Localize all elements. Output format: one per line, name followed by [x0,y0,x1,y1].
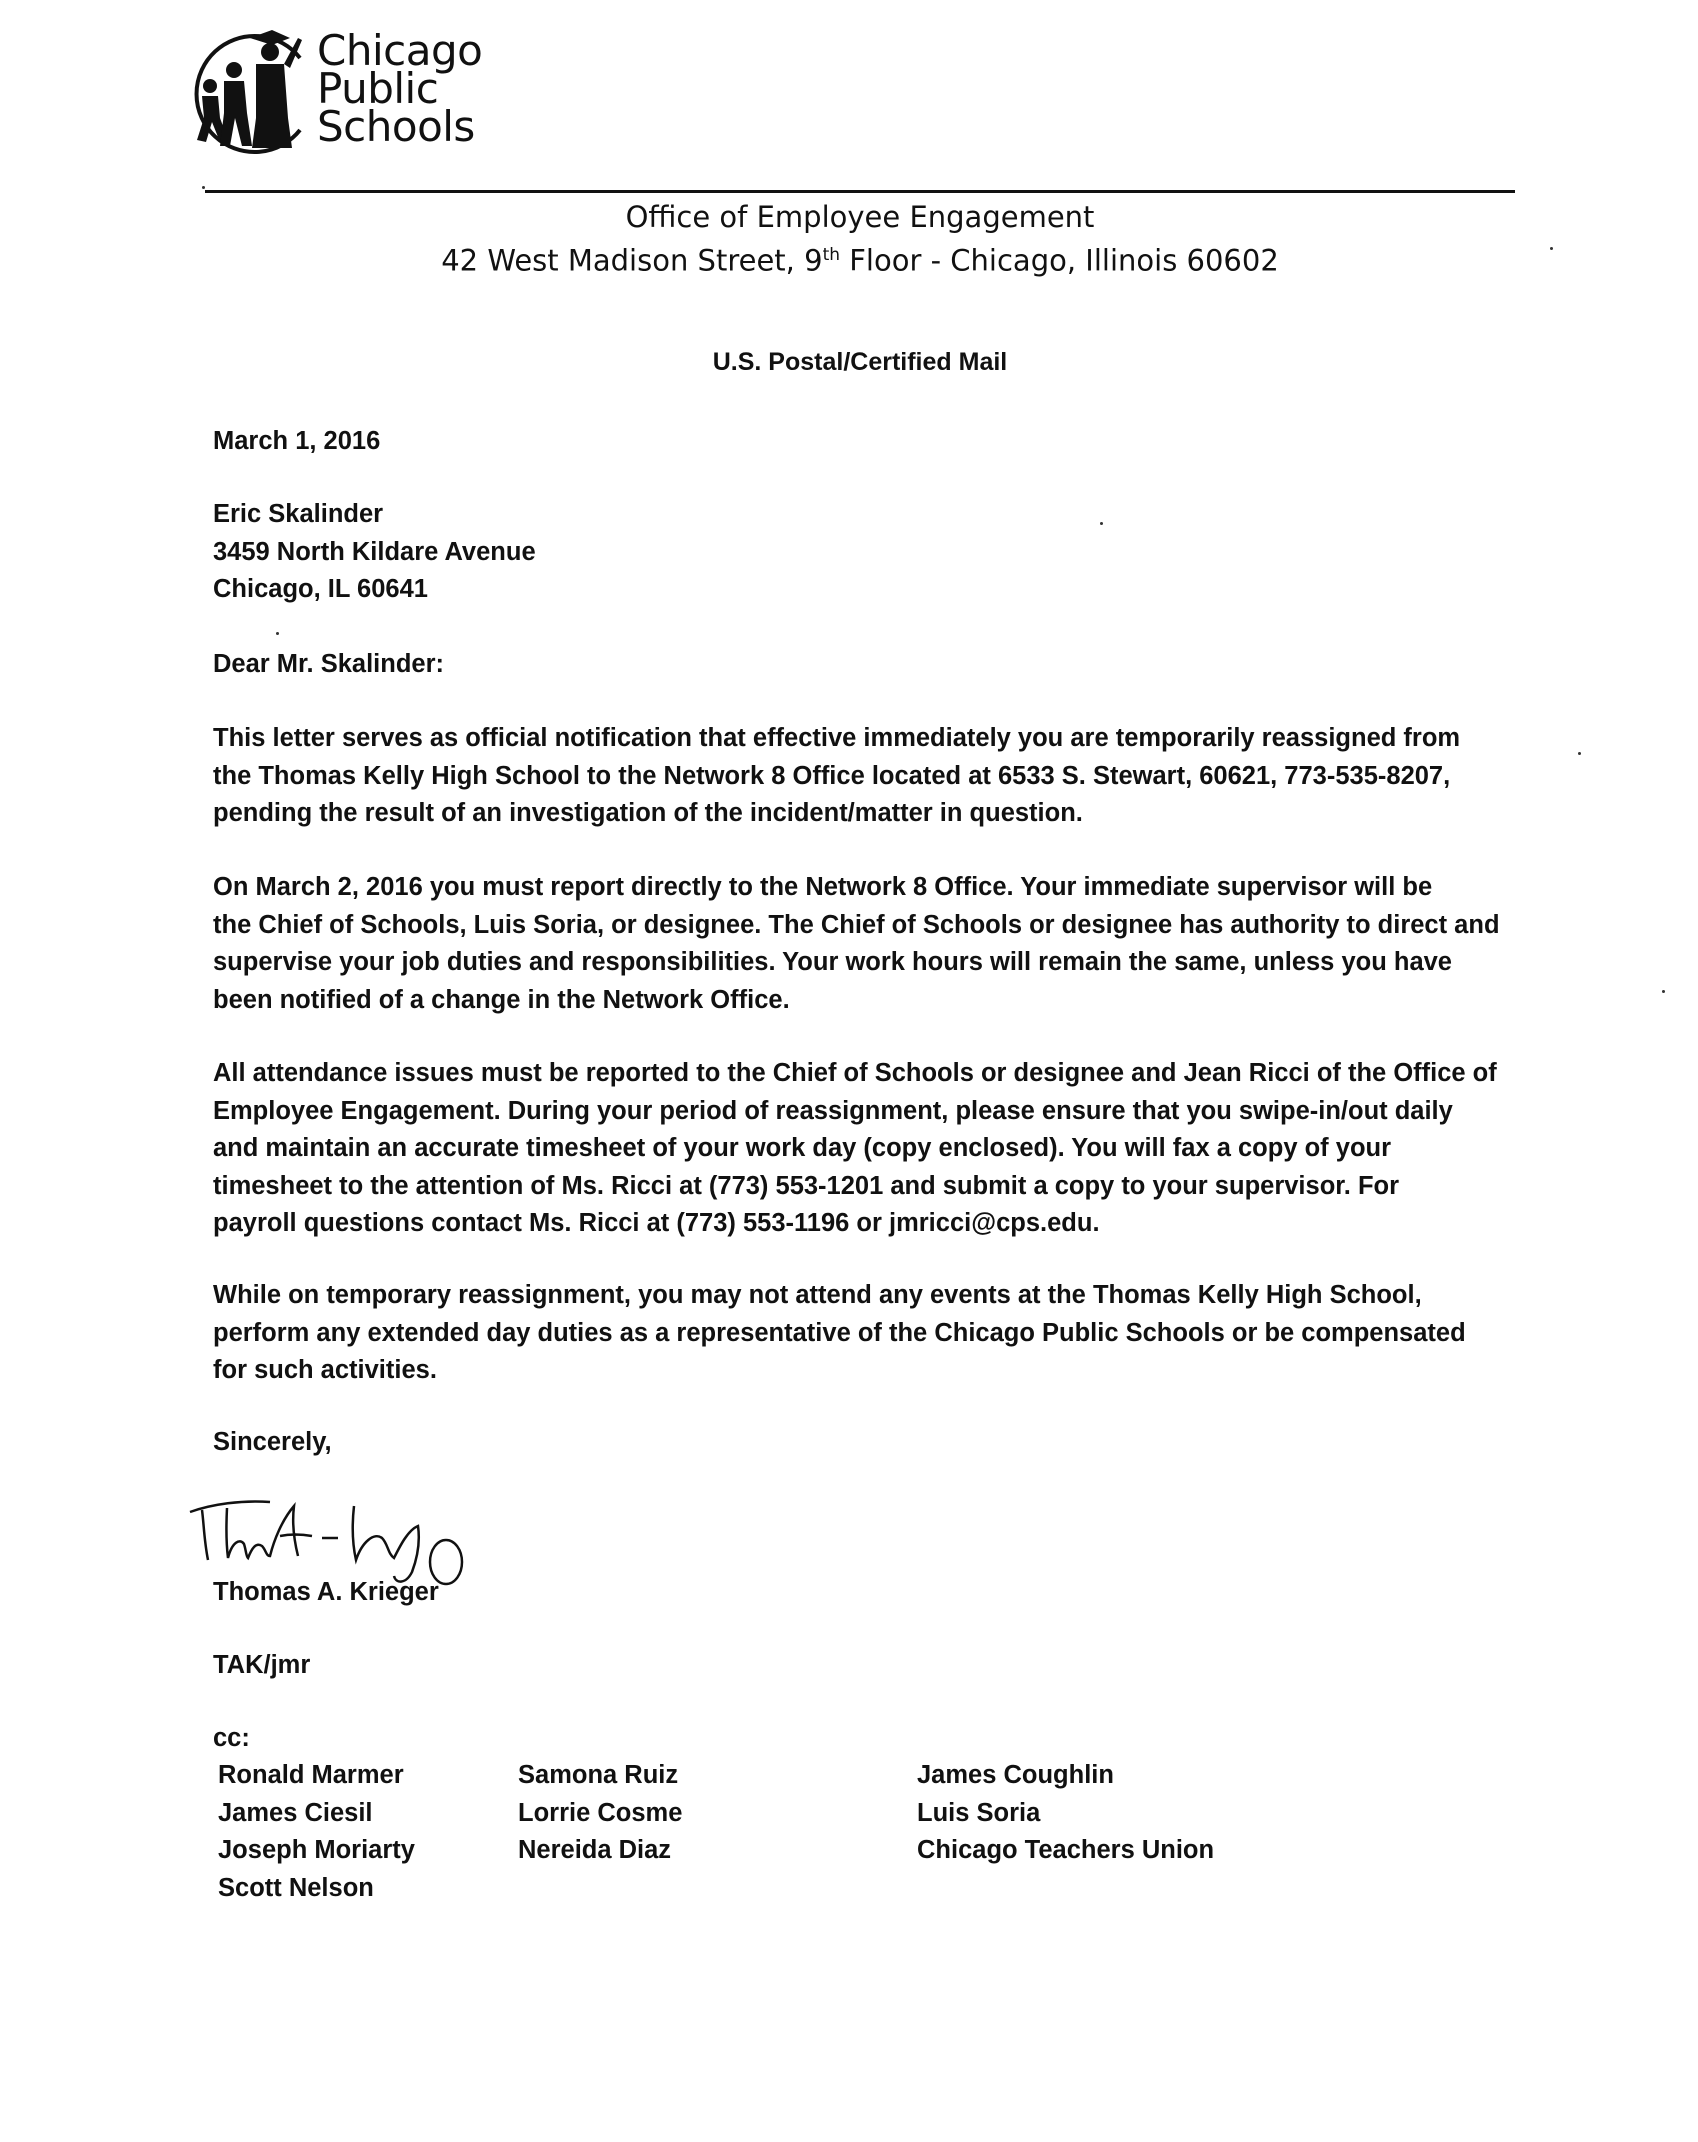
reference-initials: TAK/jmr [213,1651,311,1679]
cc-recipient: Ronald Marmer [218,1761,404,1789]
office-address-street: 42 West Madison Street, 9 [441,243,823,278]
scan-speck [1578,752,1581,755]
paragraph-line: perform any extended day duties as a representative of the Chicago Public Schools or be compensated [213,1318,1466,1347]
cps-logo [172,18,512,168]
paragraph-line: payroll questions contact Ms. Ricci at (773) 553-1196 or jmricci@cps.edu. [213,1209,1100,1237]
paragraph-line: the Chief of Schools, Luis Soria, or designee. The Chief of Schools or designee has authority to direct and [213,910,1500,939]
salutation: Dear Mr. Skalinder: [213,650,445,678]
cps-logo-emblem-icon [172,18,322,168]
closing: Sincerely, [213,1428,332,1456]
paragraph-restrictions [213,1277,1533,1390]
office-name: Office of Employee Engagement [625,200,1095,234]
scan-speck [1100,522,1103,525]
cc-column [218,1757,415,1907]
logo-line-3: Schools [317,102,475,151]
paragraph-line: supervise your job duties and responsibilities. Your work hours will remain the same, unless you have [213,948,1452,976]
scan-speck [1662,990,1665,993]
office-address [205,236,1515,280]
cc-recipient: Samona Ruiz [518,1761,679,1789]
logo-wordmark [317,26,483,151]
paragraph-line: On March 2, 2016 you must report directly to the Network 8 Office. Your immediate supervisor will be [213,873,1433,901]
paragraph-line: All attendance issues must be reported to the Chief of Schools or designee and Jean Ricci of the Office of [213,1059,1497,1087]
cc-recipient: Scott Nelson [218,1873,374,1902]
paragraph-reassignment [213,720,1533,833]
scan-speck [276,632,279,635]
mail-method: U.S. Postal/Certified Mail [712,348,1008,376]
paragraph-line: pending the result of an investigation of the incident/matter in question. [213,799,1083,827]
scan-speck [202,186,205,189]
letterhead [205,198,1515,280]
recipient-address [213,496,1533,609]
paragraph-line: been notified of a change in the Network Office. [213,985,790,1014]
recipient-name: Eric Skalinder [213,500,384,528]
cc-column [917,1757,1214,1870]
paragraph-line: timesheet to the attention of Ms. Ricci at (773) 553-1201 and submit a copy to your supervisor. For [213,1171,1400,1200]
recipient-street: 3459 North Kildare Avenue [213,537,536,566]
paragraph-attendance [213,1055,1533,1243]
scan-speck [1550,247,1553,250]
signer-name: Thomas A. Krieger [213,1578,439,1606]
header-divider [205,190,1515,193]
paragraph-line: While on temporary reassignment, you may not attend any events at the Thomas Kelly High School, [213,1281,1422,1309]
paragraph-line: Employee Engagement. During your period of reassignment, please ensure that you swipe-in/out daily [213,1096,1453,1125]
logo-line-1: Chicago [317,26,483,75]
cc-recipient: James Ciesil [218,1798,373,1827]
letter-date: March 1, 2016 [213,427,381,455]
cc-recipient: James Coughlin [917,1761,1114,1789]
office-address-ordinal: th [822,245,841,265]
paragraph-line: for such activities. [213,1356,437,1384]
paragraph-line: and maintain an accurate timesheet of your work day (copy enclosed). You will fax a copy of your [213,1134,1392,1162]
cc-recipient: Joseph Moriarty [218,1836,415,1864]
paragraph-line: the Thomas Kelly High School to the Network 8 Office located at 6533 S. Stewart, 60621, 773-535-8207, [213,761,1451,790]
recipient-city: Chicago, IL 60641 [213,575,428,603]
paragraph-line: This letter serves as official notification that effective immediately you are temporarily reassigned from [213,724,1461,752]
logo-line-2: Public [317,64,439,113]
paragraph-reporting [213,869,1533,1019]
cc-column [518,1757,682,1870]
cc-recipient: Luis Soria [917,1798,1041,1827]
cc-recipient: Nereida Diaz [518,1836,672,1864]
cc-recipient: Chicago Teachers Union [917,1836,1215,1864]
office-address-city: Floor - Chicago, Illinois 60602 [840,243,1279,278]
cc-recipient: Lorrie Cosme [518,1798,683,1827]
cc-label: cc: [213,1724,250,1752]
